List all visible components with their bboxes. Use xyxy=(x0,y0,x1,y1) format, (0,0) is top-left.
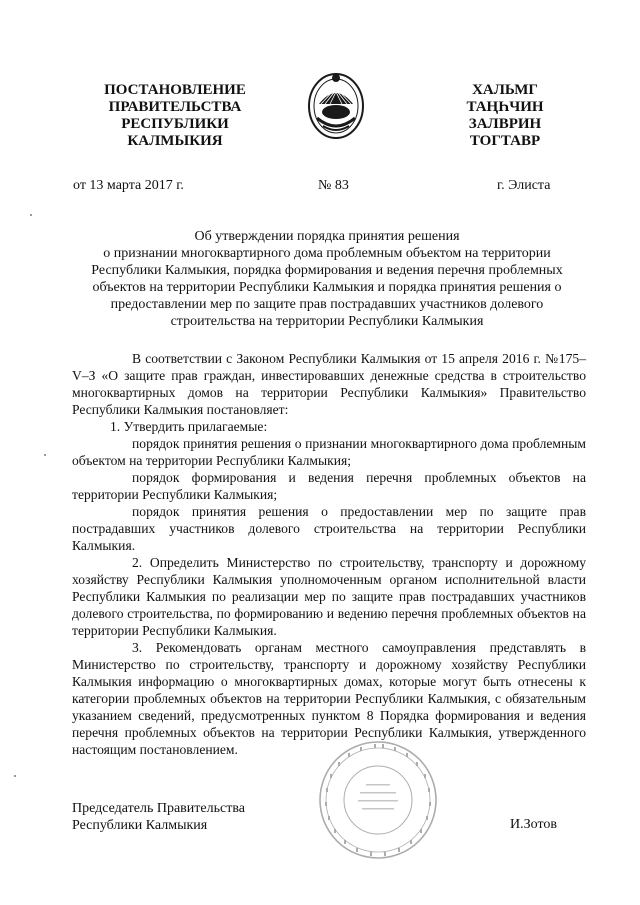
paragraph-item-1: 1. Утвердить прилагаемые: xyxy=(110,419,268,434)
title-line: Об утверждении порядка принятия решения xyxy=(194,229,460,244)
paragraph-item-3: 3. Рекомендовать органам местного самоуправления представлять в Министерство по строительству, транспорту и дорожному хозяйству Республики Калмыкия информацию о многоквартирных домах, которые могут быть отнесены к категории проблемных объектов на территории Республики Калмыкия, с обязательным указанием сведений, предусмотренных пунктом 8 Порядка формирования и ведения перечня проблемных объектов на территории Республики Калмыкия, утвержденного настоящим постановлением. xyxy=(72,640,586,757)
official-stamp-icon xyxy=(316,738,440,862)
scan-speck xyxy=(30,214,32,216)
signer-position-line: Председатель Правительства xyxy=(72,801,245,816)
header-right-title xyxy=(450,82,560,150)
paragraph-item-2: 2. Определить Министерство по строительству, транспорту и дорожному хозяйству Республики Калмыкия уполномоченным органом исполнительной власти Республики Калмыкия по реализации мер по защите прав пострадавших участников долевого строительства, по формированию и ведению перечня проблемных объектов на территории Республики Калмыкия. xyxy=(72,555,586,638)
scan-speck xyxy=(44,454,46,456)
paragraph-preamble: В соответствии с Законом Республики Калмыкия от 15 апреля 2016 г. №175–V–З «О защите прав граждан, инвестировавших денежные средства в строительство многоквартирных домов на территории Республики Калмыкия» Правительство Республики Калмыкия постановляет: xyxy=(72,351,586,417)
header-left-line: ПОСТАНОВЛЕНИЕ xyxy=(104,82,246,98)
header-right-line: ЗАЛВРИН xyxy=(468,116,542,132)
title-line: объектов на территории Республики Калмыкия и порядка принятия решения о xyxy=(92,280,562,295)
document-city: г. Элиста xyxy=(497,178,551,193)
document-date: от 13 марта 2017 г. xyxy=(73,178,184,193)
paragraph-subitem: порядок принятия решения о признании многоквартирного дома проблемным объектом на территории Республики Калмыкия; xyxy=(72,436,586,468)
signer-name: И.Зотов xyxy=(510,817,557,832)
header-right-line: ХАЛЬМГ xyxy=(472,82,538,98)
header-right-line: ТОГТАВР xyxy=(469,133,541,149)
paragraph-subitem: порядок формирования и ведения перечня проблемных объектов на территории Республики Калмыкия; xyxy=(72,470,586,502)
title-line: предоставлении мер по защите прав пострадавших участников долевого xyxy=(110,297,544,312)
document-number: № 83 xyxy=(318,178,349,193)
title-line: строительства на территории Республики Калмыкия xyxy=(170,314,484,329)
header-right-line: ТАҢҺЧИН xyxy=(466,99,544,115)
header-left-line: РЕСПУБЛИКИ xyxy=(121,116,229,132)
header-left-line: КАЛМЫКИЯ xyxy=(127,133,223,149)
title-line: Республики Калмыкия, порядка формирования и ведения перечня проблемных xyxy=(91,263,563,278)
signer-position xyxy=(72,800,245,834)
document-body xyxy=(72,350,586,758)
signer-position-line: Республики Калмыкия xyxy=(72,818,208,833)
paragraph-subitem: порядок принятия решения о предоставлении мер по защите прав пострадавших участников долевого строительства на территории Республики Калмыкия. xyxy=(72,504,586,553)
header-left-line: ПРАВИТЕЛЬСТВА xyxy=(108,99,242,115)
scan-speck xyxy=(14,775,16,777)
kalmykia-emblem-icon xyxy=(305,68,367,142)
header-left-title xyxy=(95,82,255,150)
title-line: о признании многоквартирного дома проблемным объектом на территории xyxy=(103,246,551,261)
document-title xyxy=(72,228,582,330)
